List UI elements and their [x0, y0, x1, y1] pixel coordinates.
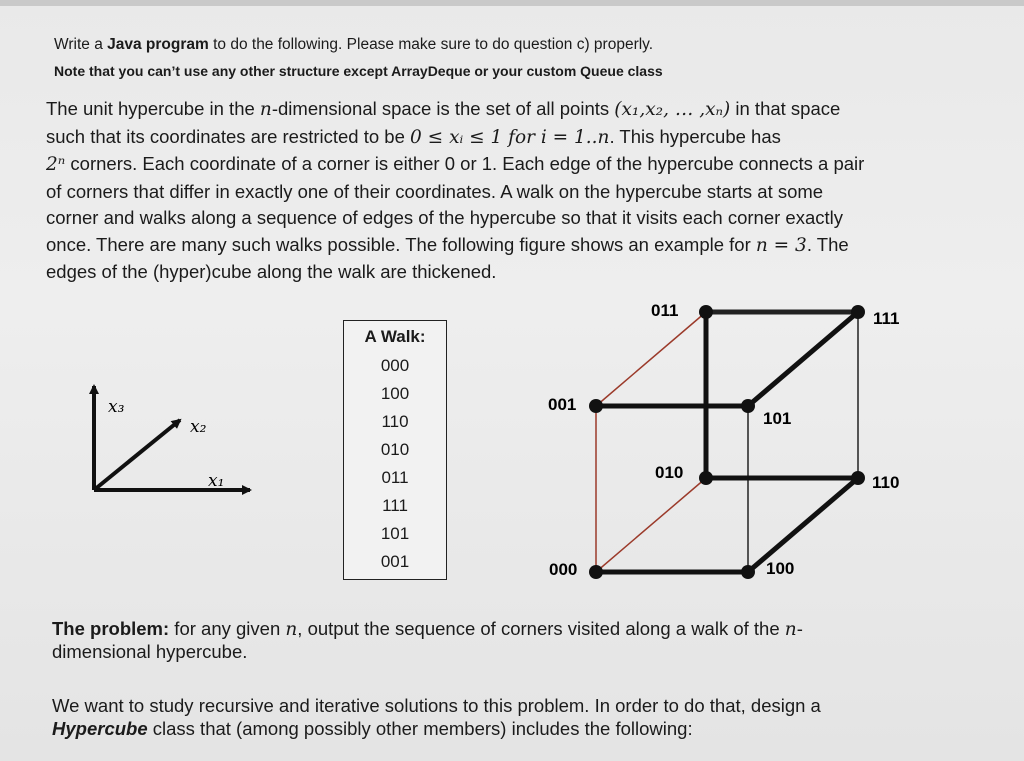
vertex-101 [741, 399, 755, 413]
text: -dimensional space is the set of all points [271, 98, 615, 119]
class-name: Hypercube [52, 718, 148, 739]
vertex-001 [589, 399, 603, 413]
problem-label: The problem: [52, 618, 170, 639]
walk-edge-111-101 [748, 312, 858, 406]
edge-001-011 [596, 312, 706, 406]
x2-axis-arrow [94, 420, 180, 490]
label-000: 000 [549, 560, 578, 579]
x1-label: x₁ [208, 471, 225, 491]
edge-000-010 [596, 478, 706, 572]
vertex-100 [741, 565, 755, 579]
text: . The [806, 233, 849, 255]
text: such that its coordinates are restricted to be [46, 125, 411, 147]
walk-step: 010 [380, 440, 410, 459]
math-n: n [784, 619, 797, 640]
text: The unit hypercube in the [46, 98, 260, 119]
x3-label: x₃ [108, 397, 125, 417]
vertex-010 [699, 471, 713, 485]
instruction-line-2: Note that you can’t use any other structure except ArrayDeque or your custom Queue class [54, 63, 663, 79]
study-paragraph [52, 694, 972, 740]
text: dimensional hypercube. [52, 641, 248, 662]
text: - [796, 618, 803, 639]
walk-edge-100-110 [748, 478, 858, 572]
instruction-language: Java program [107, 36, 209, 53]
math-n3: n = 3 [755, 234, 807, 256]
math-corners: 2ⁿ [46, 154, 66, 175]
para-line-4: of corners that differ in exactly one of their coordinates. A walk on the hypercube starts at some [46, 180, 824, 202]
label-101: 101 [763, 409, 792, 428]
text: We want to study recursive and iterative solutions to this problem. In order to do that, design a [52, 695, 821, 716]
label-100: 100 [766, 559, 795, 578]
label-010: 010 [655, 463, 684, 482]
cube-diagram [548, 301, 900, 579]
label-111: 111 [873, 309, 900, 328]
label-110: 110 [872, 473, 900, 492]
walk-step: 110 [381, 412, 409, 431]
vertex-110 [851, 471, 865, 485]
axes-diagram [94, 386, 250, 491]
walk-title: A Walk: [364, 327, 426, 346]
text: in that space [730, 98, 841, 119]
math-points: (x₁,x₂, … ,xₙ) [614, 99, 731, 120]
text: corners. Each coordinate of a corner is either 0 or 1. Each edge of the hypercube connects a pair [65, 153, 865, 174]
text: . This hypercube has [609, 125, 781, 147]
walk-table [343, 320, 447, 580]
math-n: n [259, 99, 272, 120]
walk-step: 011 [381, 468, 409, 487]
text: class that (among possibly other members) includes the following: [147, 718, 693, 739]
vertex-000 [589, 565, 603, 579]
instruction-prefix: Write a [54, 36, 108, 53]
instruction-suffix: to do the following. Please make sure to do question c) properly. [208, 36, 654, 53]
walk-step: 100 [380, 384, 410, 403]
x2-label: x₂ [190, 417, 207, 437]
text: for any given [169, 618, 286, 639]
math-n: n [285, 619, 298, 640]
walk-step: 101 [380, 524, 410, 543]
problem-statement [52, 618, 972, 663]
label-001: 001 [548, 395, 577, 414]
para-line-5: corner and walks along a sequence of edges of the hypercube so that it visits each corner exactly [46, 207, 843, 228]
vertex-111 [851, 305, 865, 319]
math-constraint: 0 ≤ xᵢ ≤ 1 for i = 1..n [410, 126, 610, 148]
label-011: 011 [651, 301, 679, 320]
text: , output the sequence of corners visited along a walk of the [297, 618, 785, 639]
walk-step: 111 [382, 496, 408, 515]
para-line-7: edges of the (hyper)cube along the walk are thickened. [46, 261, 497, 282]
walk-step: 001 [380, 552, 410, 571]
vertex-011 [699, 305, 713, 319]
text: once. There are many such walks possible. The following figure shows an example for [46, 233, 756, 255]
walk-step: 000 [380, 356, 410, 375]
